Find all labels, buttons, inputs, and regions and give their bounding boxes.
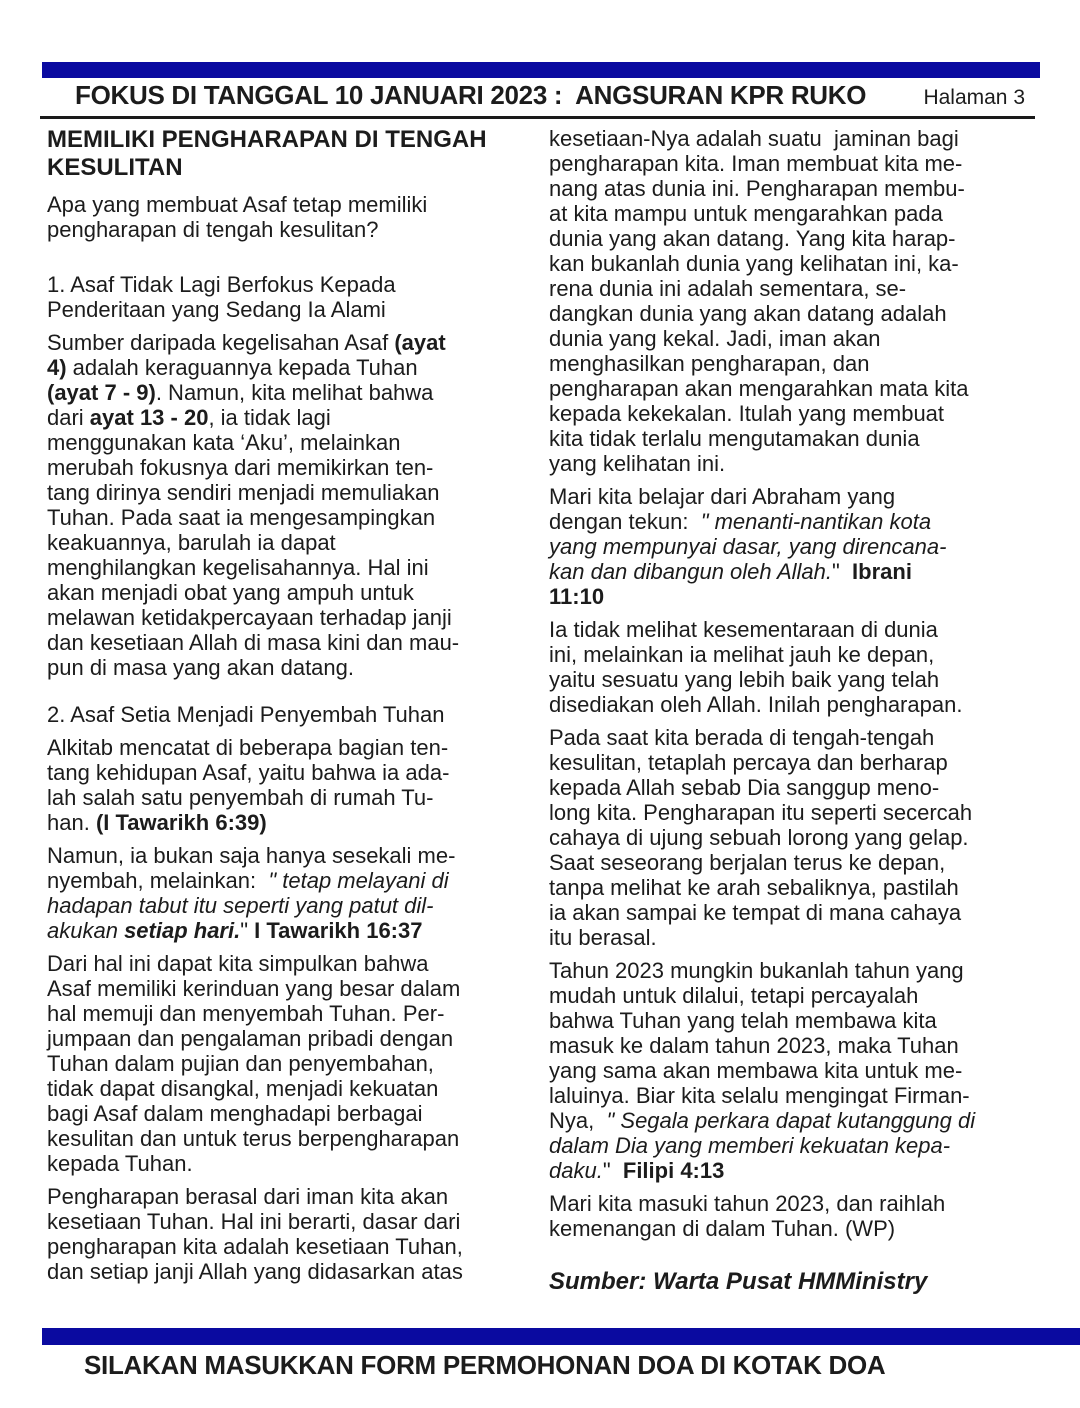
paragraph: Mari kita masuki tahun 2023, dan raihlah kemenangan di dalam Tuhan. (WP)	[549, 1191, 946, 1241]
paragraph: Alkitab mencatat di beberapa bagian ten- tang kehidupan Asaf, yaitu bahwa ia ada- lah salah satu penyembah di rumah Tu- han. (I Tawarikh 6:39)	[47, 735, 450, 835]
article-columns	[47, 126, 1036, 1302]
footer-notice: SILAKAN MASUKKAN FORM PERMOHONAN DOA DI KOTAK DOA	[84, 1350, 886, 1380]
section-heading: 1. Asaf Tidak Lagi Berfokus Kepada Penderitaan yang Sedang Ia Alami	[47, 272, 396, 322]
header-divider	[40, 116, 1035, 119]
paragraph: kesetiaan-Nya adalah suatu jaminan bagi pengharapan kita. Iman membuat kita me- nang atas dunia ini. Pengharapan membu- at kita mampu untuk mengarahkan pada dunia yang akan datang. Yang kita harap- kan bukanlah dunia yang kelihatan ini, ka- rena dunia ini adalah sementara, se- dangkan dunia yang akan datang adalah dunia yang kekal. Jadi, iman akan menghasilkan pengharapan, dan pengharapan akan mengarahkan mata kita kepada kekekalan. Itulah yang membuat kita tidak terlalu mengutamakan dunia yang kelihatan ini.	[549, 126, 969, 476]
paragraph: Pengharapan berasal dari iman kita akan kesetiaan Tuhan. Hal ini berarti, dasar dari pengharapan kita adalah kesetiaan Tuhan, dan setiap janji Allah yang didasarkan atas	[47, 1184, 463, 1284]
section-heading: 2. Asaf Setia Menjadi Penyembah Tuhan	[47, 702, 445, 727]
header-title: FOKUS DI TANGGAL 10 JANUARI 2023 : ANGSURAN KPR RUKO	[75, 80, 867, 110]
paragraph: Dari hal ini dapat kita simpulkan bahwa Asaf memiliki kerinduan yang besar dalam hal memuji dan menyembah Tuhan. Per- jumpaan dan pengalaman pribadi dengan Tuhan dalam pujian dan penyembahan, tidak dapat disangkal, menjadi kekuatan bagi Asaf dalam menghadapi berbagai kesulitan dan untuk terus berpengharapan kepada Tuhan.	[47, 951, 461, 1176]
paragraph: Tahun 2023 mungkin bukanlah tahun yang mudah untuk dilalui, tetapi percayalah bahwa Tuhan yang telah membawa kita masuk ke dalam tahun 2023, maka Tuhan yang sama akan membawa kita untuk me- laluinya. Biar kita selalu mengingat Firman- Nya, " Segala perkara dapat kutanggung di dalam Dia yang memberi kekuatan kepa- daku." Filipi 4:13	[549, 958, 976, 1183]
paragraph: Ia tidak melihat kesementaraan di dunia ini, melainkan ia melihat jauh ke depan, yaitu sesuatu yang lebih baik yang telah disediakan oleh Allah. Inilah pengharapan.	[549, 617, 963, 717]
source-credit: Sumber: Warta Pusat HMMinistry	[549, 1268, 928, 1295]
footer-accent-bar	[42, 1328, 1080, 1345]
page-number-label: Halaman 3	[923, 86, 1025, 109]
page-header	[75, 80, 1025, 111]
left-column	[47, 126, 534, 1302]
paragraph: Namun, ia bukan saja hanya sesekali me- nyembah, melainkan: " tetap melayani di hadapan tabut itu seperti yang patut dil- akukan setiap hari." I Tawarikh 16:37	[47, 843, 456, 943]
paragraph: Sumber daripada kegelisahan Asaf (ayat 4) adalah keraguannya kepada Tuhan (ayat 7 - 9). Namun, kita melihat bahwa dari ayat 13 - 20, ia tidak lagi menggunakan kata ‘Aku’, melainkan merubah fokusnya dari memikirkan ten- tang dirinya sendiri menjadi memuliakan Tuhan. Pada saat ia mengesampingkan keakuannya, barulah ia dapat menghilangkan kegelisahannya. Hal ini akan menjadi obat yang ampuh untuk melawan ketidakpercayaan terhadap janji dan kesetiaan Allah di masa kini dan mau- pun di masa yang akan datang.	[47, 330, 460, 680]
paragraph: Pada saat kita berada di tengah-tengah kesulitan, tetaplah percaya dan berharap kepada Allah sebab Dia sanggup meno- long kita. Pengharapan itu seperti secercah cahaya di ujung sebuah lorong yang gelap. Saat seseorang berjalan terus ke depan, tanpa melihat ke arah sebaliknya, pastilah ia akan sampai ke tempat di mana cahaya itu berasal.	[549, 725, 973, 950]
paragraph: Mari kita belajar dari Abraham yang dengan tekun: " menanti-nantikan kota yang mempunyai dasar, yang direncana- kan dan dibangun oleh Allah." Ibrani 11:10	[549, 484, 947, 609]
article-title: MEMILIKI PENGHARAPAN DI TENGAH KESULITAN	[47, 126, 487, 181]
intro-paragraph: Apa yang membuat Asaf tetap memiliki pengharapan di tengah kesulitan?	[47, 192, 428, 242]
header-accent-bar	[42, 62, 1040, 78]
right-column	[549, 126, 1036, 1302]
